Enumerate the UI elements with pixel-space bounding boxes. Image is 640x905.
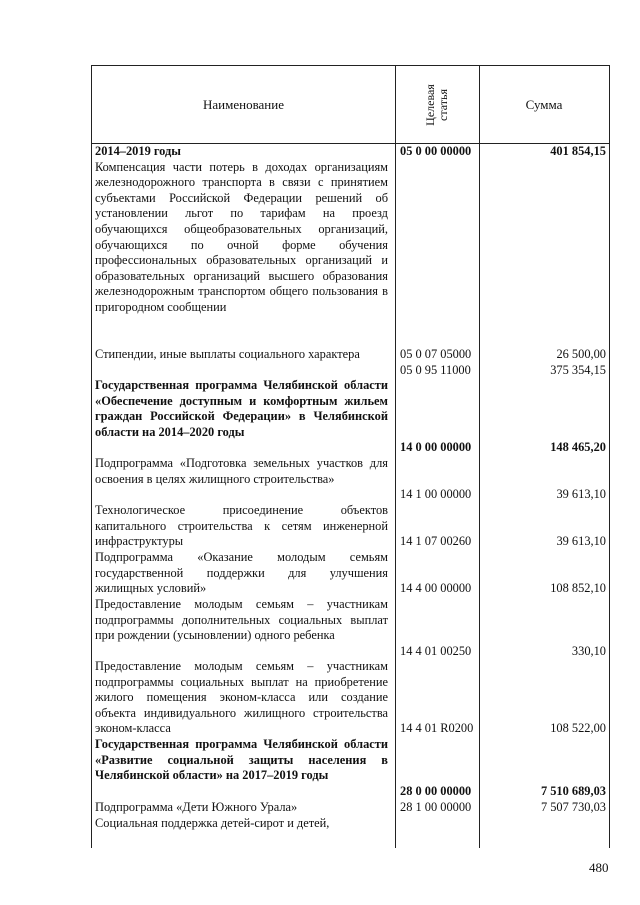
row-name: Стипендии, иные выплаты социального характера [95, 347, 360, 361]
row-sum: 26 500,00 [556, 346, 606, 361]
row-name: Подпрограмма «Подготовка земельных участков для освоения в целях жилищного строительства» [95, 456, 388, 486]
row-sum: 39 613,10 [556, 534, 606, 549]
row-code: 05 0 95 11000 [400, 362, 471, 377]
row-name: Государственная программа Челябинской области «Обеспечение доступным и комфортным жильем граждан Российской Федерации» в Челябинской области на 2014–2020 годы [95, 378, 388, 439]
row-name: Государственная программа Челябинской области «Развитие социальной защиты населения в Челябинской области» на 2017–2019 годы [95, 737, 388, 783]
row-name: Социальная поддержка детей-сирот и детей, [95, 816, 330, 830]
budget-table [91, 65, 610, 848]
header-name: Наименование [203, 96, 284, 112]
row-code: 14 4 01 00250 [400, 643, 472, 658]
row-sum: 7 507 730,03 [540, 800, 606, 814]
row-code: 14 4 00 00000 [400, 581, 472, 596]
row-code: 14 0 00 00000 [400, 440, 472, 455]
table-header [92, 66, 609, 144]
column-divider [479, 66, 480, 848]
row-name: Предоставление молодым семьям – участникам подпрограммы социальных выплат на приобретение жилого помещения эконом-класса или создание объекта индивидуального жилищного строительства эконом-класса [95, 659, 388, 736]
row-sum: 330,10 [571, 643, 606, 658]
row-code: 05 0 00 00000 [400, 144, 472, 158]
row-code: 14 4 01 R0200 [400, 721, 474, 736]
header-code [395, 66, 479, 143]
row-name: Технологическое присоединение объектов капитального строительства к сетям инженерной инфраструктуры [95, 503, 388, 549]
row-name: 2014–2019 годы [95, 144, 181, 158]
row-sum: 375 354,15 [550, 362, 606, 377]
row-name: Подпрограмма «Оказание молодым семьям государственной поддержки для улучшения жилищных условий» [95, 550, 388, 596]
row-sum: 108 522,00 [550, 721, 606, 736]
row-name: Предоставление молодым семьям – участникам подпрограммы дополнительных социальных выплат при рождении (усыновлении) одного ребенка [95, 597, 388, 643]
row-sum: 39 613,10 [556, 487, 606, 502]
row-code: 14 1 07 00260 [400, 534, 472, 549]
row-code: 28 1 00 00000 [400, 800, 472, 814]
row-code: 05 0 07 05000 [400, 346, 472, 361]
column-divider [395, 66, 396, 848]
row-name: Подпрограмма «Дети Южного Урала» [95, 800, 298, 814]
row-sum: 7 510 689,03 [540, 783, 606, 798]
row-name: Компенсация части потерь в доходах организациям железнодорожного транспорта в связи с принятием субъектами Российской Федерации решений об установлении льгот по тарифам на проезд обучающихся общеобразовательных организаций, обучающихся по очной форме обучения профессиональных образовательных организаций и образовательных организаций высшего образования железнодорожным транспортом общего пользования в пригородном сообщении [95, 159, 388, 314]
header-code-label: Целевая статья [423, 83, 450, 126]
row-code: 14 1 00 00000 [400, 487, 472, 502]
row-sum: 401 854,15 [550, 144, 606, 158]
row-sum: 108 852,10 [550, 581, 606, 596]
page-number: 480 [589, 860, 609, 875]
row-sum: 148 465,20 [550, 440, 606, 455]
header-sum: Сумма [525, 96, 563, 112]
row-code: 28 0 00 00000 [400, 783, 472, 798]
